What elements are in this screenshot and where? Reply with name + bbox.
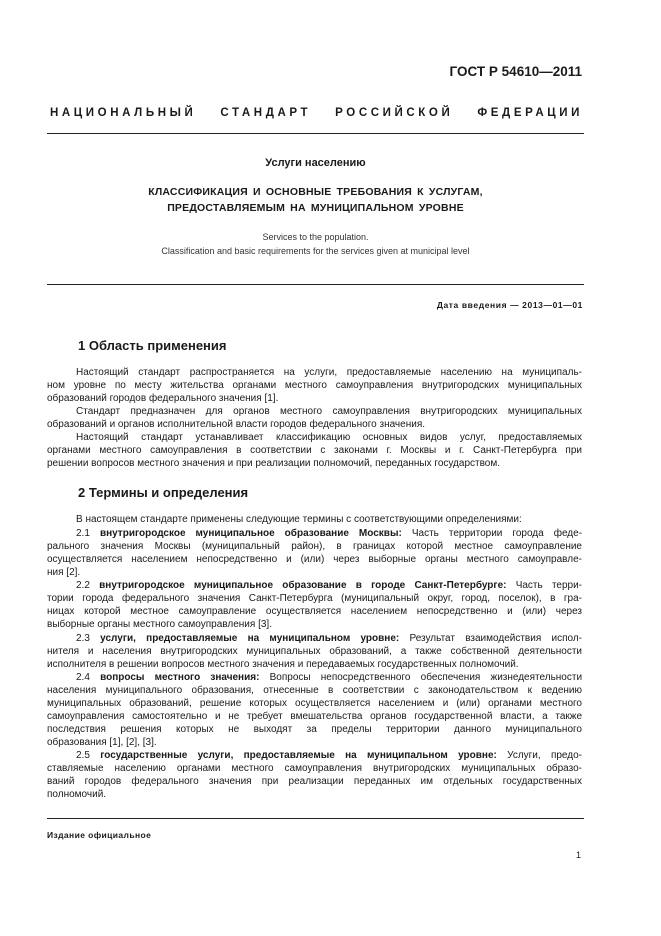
term-2-2-first-line <box>76 579 582 592</box>
section-1-line: образований городов федерального значения [1]. <box>47 393 279 404</box>
section-1-line: органами местного самоуправления в соответствии с законами г. Москвы и г. Санкт-Петербурга при <box>47 445 582 456</box>
term-2-4-line: самоуправления самостоятельно и не требует вмешательства органов государственной власти, а также <box>47 711 582 722</box>
section-1-line: решении вопросов местного значения и при реализации полномочий, переданных государством. <box>47 458 500 469</box>
term-definition-start: Вопросы непосредственного обеспечения жизнедеятельности <box>269 672 583 683</box>
term-number: 2.2 <box>76 580 90 591</box>
term-number: 2.4 <box>76 672 90 683</box>
term-2-5-line: ваний городов федерального значения при реализации переданных им отдельных государственных <box>47 776 582 787</box>
title-english-line-2: Classification and basic requirements for the services given at municipal level <box>161 246 470 256</box>
title-divider <box>47 284 584 285</box>
term-name: вопросы местного значения: <box>100 672 260 683</box>
term-2-3-line: исполнителя в решении вопросов местного значения и передаваемых государственных полномочий. <box>47 659 519 670</box>
term-number: 2.5 <box>76 750 90 761</box>
term-2-4-line: муниципальных образований, решение которых осуществляется населением и (или) органами местного <box>47 698 582 709</box>
term-name: внутригородское муниципальное образование Москвы: <box>99 528 402 539</box>
section-1-line: образований и органов исполнительной власти городов федерального значения. <box>47 419 426 430</box>
term-2-4-line: населения муниципального образования, отнесенные в соответствии с законодательством к ведению <box>47 685 582 696</box>
term-2-5-line: ставляемые населению органами местного самоуправления внутригородских муниципальных образо- <box>47 763 582 774</box>
term-2-2-line: выборные органы местного самоуправления [3]. <box>47 619 272 630</box>
term-definition-start: Услуги, предо- <box>507 750 583 761</box>
term-2-1-line: рального значения Москвы (муниципальный район), в границах которой местное самоуправление <box>47 541 582 552</box>
term-name: государственные услуги, предоставляемые на муниципальном уровне: <box>100 750 497 761</box>
section-1-line: Настоящий стандарт устанавливает классификацию основных видов услуг, предоставляемых <box>76 432 582 443</box>
term-definition-start: Результат взаимодействия испол- <box>409 633 582 644</box>
title-main-line-2: ПРЕДОСТАВЛЯЕМЫМ НА МУНИЦИПАЛЬНОМ УРОВНЕ <box>167 202 464 214</box>
term-2-3-first-line <box>76 632 582 645</box>
term-number: 2.1 <box>76 528 90 539</box>
title-english-line-1: Services to the population. <box>262 232 369 242</box>
term-definition-start: Часть территории города феде- <box>411 528 583 539</box>
official-edition-label: Издание официальное <box>47 830 152 840</box>
introduction-date: Дата введения — 2013—01—01 <box>436 300 583 310</box>
term-2-1-first-line <box>76 527 582 540</box>
term-2-5-first-line <box>76 749 582 762</box>
section-1-line: Стандарт предназначен для органов местного самоуправления внутригородских муниципальных <box>76 406 582 417</box>
section-2-intro: В настоящем стандарте применены следующие термины с соответствующими определениями: <box>76 514 522 525</box>
national-standard-banner: НАЦИОНАЛЬНЫЙ СТАНДАРТ РОССИЙСКОЙ ФЕДЕРАЦИИ <box>50 107 583 119</box>
section-1-line: ном уровне по месту жительства органами местного самоуправления внутригородских муниципальных <box>47 380 582 391</box>
term-name: внутригородское муниципальное образование в городе Санкт-Петербурге: <box>99 580 507 591</box>
term-name: услуги, предоставляемые на муниципальном уровне: <box>100 633 400 644</box>
term-2-4-line: последствия решения которых не выходят за пределы территории данного муниципального <box>47 724 582 735</box>
term-2-3-line: нителя и населения внутригородских муниципальных образований, а также собственной деятельности <box>47 646 582 657</box>
term-2-2-line: ницах которой местное самоуправление осуществляется населением непосредственно и (или) через <box>47 606 582 617</box>
section-2-heading: 2 Термины и определения <box>78 485 249 500</box>
section-1-line: Настоящий стандарт распространяется на услуги, предоставляемые населению на муниципаль- <box>76 367 582 378</box>
term-2-4-first-line <box>76 671 582 684</box>
term-2-1-line: осуществляется населением непосредственно и (или) через выборные органы местного самоуправле- <box>47 554 582 565</box>
term-2-5-line: полномочий. <box>47 789 107 800</box>
term-definition-start: Часть терри- <box>515 580 583 591</box>
section-1-heading: 1 Область применения <box>78 338 227 353</box>
title-subject: Услуги населению <box>265 157 366 169</box>
term-number: 2.3 <box>76 633 90 644</box>
term-2-4-line: образования [1], [2], [3]. <box>47 737 157 748</box>
header-divider <box>47 133 584 134</box>
page-number: 1 <box>576 850 582 860</box>
term-2-2-line: тории города федерального значения Санкт-Петербурга (муниципальный округ, город, поселок), в гра- <box>47 593 582 604</box>
title-main-line-1: КЛАССИФИКАЦИЯ И ОСНОВНЫЕ ТРЕБОВАНИЯ К УСЛУГАМ, <box>148 186 483 198</box>
footer-divider <box>47 818 584 819</box>
document-code: ГОСТ Р 54610—2011 <box>449 64 582 79</box>
term-2-1-line: ния [2]. <box>47 567 81 578</box>
